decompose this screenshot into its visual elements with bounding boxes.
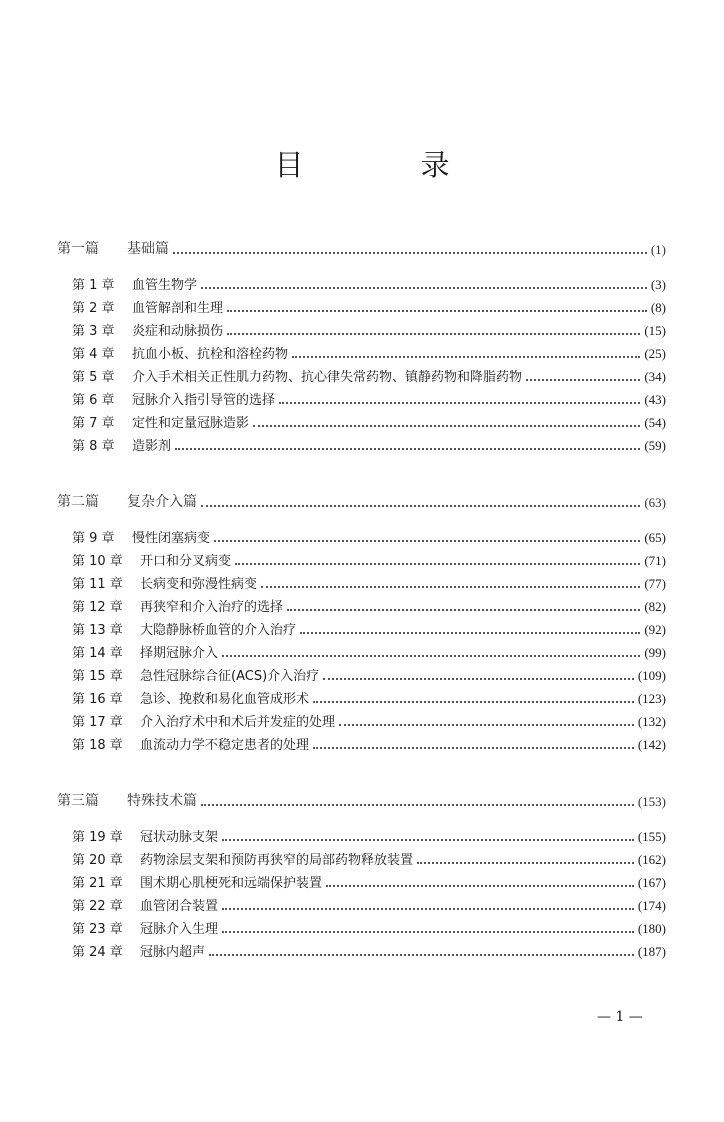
chapter-title: 冠脉内超声 <box>140 945 206 960</box>
chapter-number: 第 24 章 <box>72 945 123 960</box>
page-reference: (34) <box>644 369 666 384</box>
chapter-number: 第 23 章 <box>72 922 123 937</box>
toc-chapter-entry[interactable] <box>57 316 666 339</box>
dot-leader <box>526 379 640 381</box>
page-reference: (99) <box>644 645 666 660</box>
dot-leader <box>313 747 634 749</box>
chapter-number: 第 6 章 <box>72 393 115 408</box>
dot-leader <box>279 402 640 404</box>
toc-chapter-entry[interactable] <box>57 730 666 753</box>
toc-part-entry[interactable] <box>57 788 666 810</box>
dot-leader <box>173 252 647 254</box>
chapter-title: 造影剂 <box>132 439 172 454</box>
chapter-title: 慢性闭塞病变 <box>132 531 211 546</box>
page-reference: (65) <box>644 530 666 545</box>
chapter-title: 血管解剖和生理 <box>132 301 224 316</box>
toc-chapter-entry[interactable] <box>57 339 666 362</box>
page-reference: (153) <box>637 794 666 809</box>
part-title: 特殊技术篇 <box>127 793 197 809</box>
dot-leader <box>201 804 634 806</box>
chapter-number: 第 13 章 <box>72 623 123 638</box>
chapter-number: 第 3 章 <box>72 324 115 339</box>
chapter-title: 急诊、挽救和易化血管成形术 <box>140 692 310 707</box>
chapter-number: 第 10 章 <box>72 554 123 569</box>
page-reference: (15) <box>644 323 666 338</box>
page-title: 目 录 <box>274 148 494 182</box>
dot-leader <box>323 678 634 680</box>
dot-leader <box>261 586 640 588</box>
toc-part <box>57 788 666 960</box>
chapter-number: 第 12 章 <box>72 600 123 615</box>
chapter-number: 第 5 章 <box>72 370 115 385</box>
page-reference: (187) <box>637 944 666 959</box>
dot-leader <box>227 310 647 312</box>
chapter-title: 急性冠脉综合征(ACS)介入治疗 <box>140 669 320 684</box>
dot-leader <box>227 333 640 335</box>
toc-chapter-entry[interactable] <box>57 546 666 569</box>
dot-leader <box>222 655 640 657</box>
dot-leader <box>253 425 640 427</box>
dot-leader <box>201 287 647 289</box>
chapter-title: 炎症和动脉损伤 <box>132 324 224 339</box>
chapter-number: 第 18 章 <box>72 738 123 753</box>
chapter-number: 第 20 章 <box>72 853 123 868</box>
part-title: 基础篇 <box>127 241 169 257</box>
page-reference: (59) <box>644 438 666 453</box>
page-reference: (132) <box>637 714 666 729</box>
page-reference: (1) <box>650 242 666 257</box>
toc-part <box>57 489 666 753</box>
page-reference: (155) <box>637 829 666 844</box>
toc-chapter-entry[interactable] <box>57 868 666 891</box>
toc-chapter-entry[interactable] <box>57 661 666 684</box>
chapter-title: 介入手术相关正性肌力药物、抗心律失常药物、镇静药物和降脂药物 <box>132 370 523 385</box>
part-number: 第二篇 <box>57 494 99 510</box>
dot-leader <box>209 954 634 956</box>
dot-leader <box>292 356 640 358</box>
chapter-number: 第 7 章 <box>72 416 115 431</box>
chapter-number: 第 1 章 <box>72 278 115 293</box>
dot-leader <box>214 540 640 542</box>
chapter-number: 第 8 章 <box>72 439 115 454</box>
page-reference: (3) <box>650 277 666 292</box>
chapter-title: 血管闭合装置 <box>140 899 219 914</box>
page-reference: (123) <box>637 691 666 706</box>
chapter-number: 第 17 章 <box>72 715 123 730</box>
page-reference: (71) <box>644 553 666 568</box>
chapter-title: 药物涂层支架和预防再狭窄的局部药物释放装置 <box>140 853 414 868</box>
chapter-title: 择期冠脉介入 <box>140 646 219 661</box>
chapter-title: 长病变和弥漫性病变 <box>140 577 258 592</box>
toc-chapter-entry[interactable] <box>57 891 666 914</box>
toc-chapter-entry[interactable] <box>57 937 666 960</box>
toc-chapter-entry[interactable] <box>57 293 666 316</box>
chapter-number: 第 16 章 <box>72 692 123 707</box>
chapter-title: 定性和定量冠脉造影 <box>132 416 250 431</box>
page-reference: (109) <box>637 668 666 683</box>
page-reference: (162) <box>637 852 666 867</box>
toc-chapter-entry[interactable] <box>57 362 666 385</box>
page-reference: (142) <box>637 737 666 752</box>
toc-chapter-entry[interactable] <box>57 638 666 661</box>
dot-leader <box>417 862 634 864</box>
toc-chapter-entry[interactable] <box>57 270 666 293</box>
toc-chapter-entry[interactable] <box>57 408 666 431</box>
dot-leader <box>287 609 640 611</box>
dot-leader <box>313 701 634 703</box>
chapter-title: 大隐静脉桥血管的介入治疗 <box>140 623 297 638</box>
chapter-title: 介入治疗术中和术后并发症的处理 <box>140 715 336 730</box>
dot-leader <box>222 839 634 841</box>
chapter-title: 血流动力学不稳定患者的处理 <box>140 738 310 753</box>
page-reference: (174) <box>637 898 666 913</box>
page-reference: (167) <box>637 875 666 890</box>
part-number: 第一篇 <box>57 241 99 257</box>
chapter-number: 第 11 章 <box>72 577 123 592</box>
dot-leader <box>339 724 634 726</box>
page-reference: (77) <box>644 576 666 591</box>
page-reference: (43) <box>644 392 666 407</box>
toc-chapter-entry[interactable] <box>57 615 666 638</box>
page-reference: (25) <box>644 346 666 361</box>
dot-leader <box>326 885 634 887</box>
chapter-number: 第 9 章 <box>72 531 115 546</box>
chapter-number: 第 22 章 <box>72 899 123 914</box>
part-title: 复杂介入篇 <box>127 494 197 510</box>
dot-leader <box>222 908 634 910</box>
page-reference: (54) <box>644 415 666 430</box>
dot-leader <box>222 931 634 933</box>
page-reference: (82) <box>644 599 666 614</box>
toc-chapter-entry[interactable] <box>57 431 666 454</box>
dot-leader <box>300 632 640 634</box>
chapter-title: 冠脉介入生理 <box>140 922 219 937</box>
part-number: 第三篇 <box>57 793 99 809</box>
toc-chapter-entry[interactable] <box>57 523 666 546</box>
toc-chapter-entry[interactable] <box>57 914 666 937</box>
chapter-number: 第 19 章 <box>72 830 123 845</box>
chapter-title: 再狭窄和介入治疗的选择 <box>140 600 284 615</box>
chapter-title: 开口和分叉病变 <box>140 554 232 569</box>
chapter-title: 冠脉介入指引导管的选择 <box>132 393 276 408</box>
chapter-title: 冠状动脉支架 <box>140 830 219 845</box>
chapter-title: 围术期心肌梗死和远端保护装置 <box>140 876 323 891</box>
chapter-number: 第 2 章 <box>72 301 115 316</box>
dot-leader <box>235 563 640 565</box>
page-reference: (8) <box>650 300 666 315</box>
chapter-number: 第 15 章 <box>72 669 123 684</box>
dot-leader <box>201 505 640 507</box>
chapter-number: 第 21 章 <box>72 876 123 891</box>
toc-chapter-entry[interactable] <box>57 845 666 868</box>
page-reference: (92) <box>644 622 666 637</box>
toc-part-entry[interactable] <box>57 489 666 511</box>
toc-part <box>57 236 666 454</box>
toc-chapter-entry[interactable] <box>57 822 666 845</box>
toc-chapter-entry[interactable] <box>57 569 666 592</box>
chapter-number: 第 14 章 <box>72 646 123 661</box>
toc-chapter-entry[interactable] <box>57 707 666 730</box>
page-reference: (63) <box>644 495 666 510</box>
page-number: — 1 — <box>597 1009 643 1025</box>
toc-chapter-entry[interactable] <box>57 385 666 408</box>
dot-leader <box>175 448 640 450</box>
toc-part-entry[interactable] <box>57 236 666 258</box>
page-reference: (180) <box>637 921 666 936</box>
chapter-title: 抗血小板、抗栓和溶栓药物 <box>132 347 289 362</box>
toc-chapter-entry[interactable] <box>57 592 666 615</box>
chapter-number: 第 4 章 <box>72 347 115 362</box>
chapter-title: 血管生物学 <box>132 278 198 293</box>
toc-chapter-entry[interactable] <box>57 684 666 707</box>
